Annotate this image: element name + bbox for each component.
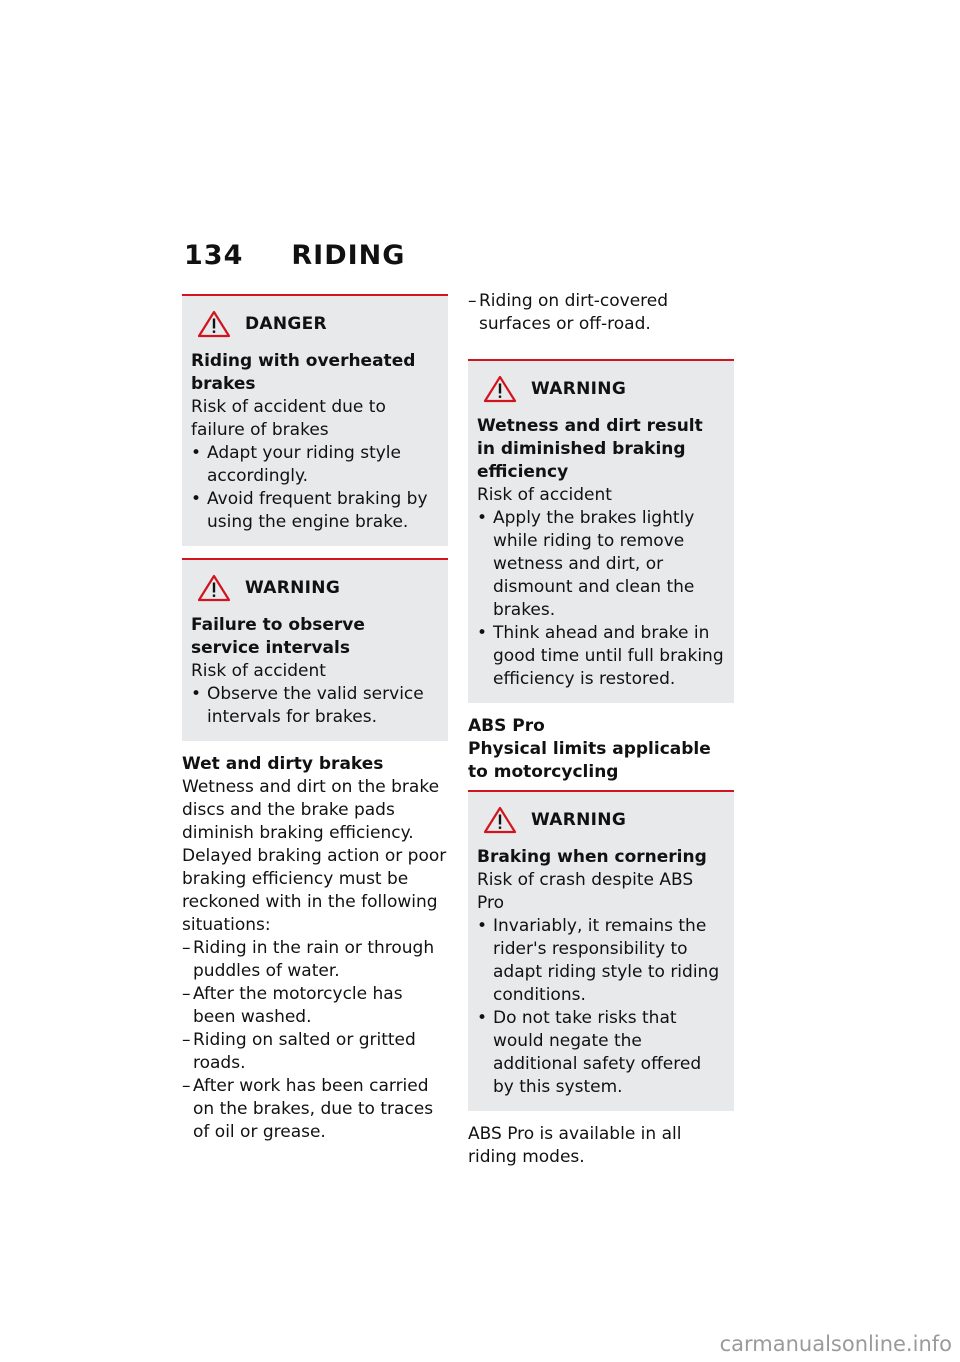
warning-triangle-icon bbox=[483, 375, 517, 403]
warning-box-wetness bbox=[468, 359, 734, 703]
warning-box-cornering bbox=[468, 790, 734, 1111]
page-number: 134 bbox=[184, 240, 244, 271]
warning-title: Wetness and dirt result in diminished braking efficiency bbox=[477, 416, 703, 482]
warning-label: WARNING bbox=[531, 809, 627, 830]
warning-box-header bbox=[477, 806, 725, 834]
danger-box bbox=[182, 294, 448, 546]
danger-title: Riding with overheated brakes bbox=[191, 351, 416, 394]
list-item: – After the motorcycle has been washed. bbox=[182, 983, 448, 1029]
left-column bbox=[182, 294, 448, 1144]
situations-list bbox=[182, 937, 448, 1144]
warning-triangle-icon bbox=[197, 310, 231, 338]
warning-triangle-icon bbox=[197, 574, 231, 602]
watermark: carmanualsonline.info bbox=[719, 1332, 952, 1356]
abs-availability-paragraph: ABS Pro is available in all riding modes. bbox=[468, 1124, 682, 1167]
warning-label: WARNING bbox=[531, 378, 627, 399]
physical-limits-heading: Physical limits applicable to motorcycling bbox=[468, 739, 711, 782]
list-item: – Riding on salted or gritted roads. bbox=[182, 1029, 448, 1075]
delayed-braking-paragraph: Delayed braking action or poor braking efficiency must be reckoned with in the following situations: bbox=[182, 846, 447, 935]
wet-dirty-paragraph: Wetness and dirt on the brake discs and the brake pads diminish braking efficiency. bbox=[182, 777, 440, 843]
bullet-item: • Avoid frequent braking by using the engine brake. bbox=[191, 488, 439, 534]
wet-dirty-brakes-heading: Wet and dirty brakes bbox=[182, 754, 384, 774]
warning-label: WARNING bbox=[245, 577, 341, 598]
list-item: – Riding in the rain or through puddles of water. bbox=[182, 937, 448, 983]
warning-title: Braking when cornering bbox=[477, 847, 707, 867]
warning-box-service bbox=[182, 558, 448, 741]
warning-bullets bbox=[191, 683, 439, 729]
warning-title: Failure to observe service intervals bbox=[191, 615, 365, 658]
danger-bullets bbox=[191, 442, 439, 534]
page-header bbox=[184, 240, 405, 271]
danger-box-header bbox=[191, 310, 439, 338]
section-title: RIDING bbox=[291, 240, 406, 271]
warning-box-header bbox=[477, 375, 725, 403]
warning-text: Risk of crash despite ABS Pro bbox=[477, 870, 694, 913]
bullet-item: • Invariably, it remains the rider's responsibility to adapt riding style to riding conditions. bbox=[477, 915, 725, 1007]
list-item: – Riding on dirt-covered surfaces or off-road. bbox=[468, 290, 734, 336]
situations-list-continued bbox=[468, 290, 734, 336]
bullet-item: • Do not take risks that would negate the additional safety offered by this system. bbox=[477, 1007, 725, 1099]
abs-pro-heading: ABS Pro bbox=[468, 716, 545, 736]
right-column bbox=[468, 290, 734, 1169]
danger-label: DANGER bbox=[245, 313, 327, 334]
danger-text: Risk of accident due to failure of brakes bbox=[191, 397, 386, 440]
warning-text: Risk of accident bbox=[191, 661, 326, 681]
warning-triangle-icon bbox=[483, 806, 517, 834]
bullet-item: • Observe the valid service intervals for brakes. bbox=[191, 683, 439, 729]
warning-text: Risk of accident bbox=[477, 485, 612, 505]
warning-bullets bbox=[477, 915, 725, 1099]
warning-bullets bbox=[477, 507, 725, 691]
bullet-item: • Think ahead and brake in good time until full braking efficiency is restored. bbox=[477, 622, 725, 691]
bullet-item: • Adapt your riding style accordingly. bbox=[191, 442, 439, 488]
bullet-item: • Apply the brakes lightly while riding to remove wetness and dirt, or dismount and clean the brakes. bbox=[477, 507, 725, 622]
list-item: – After work has been carried on the brakes, due to traces of oil or grease. bbox=[182, 1075, 448, 1144]
warning-box-header bbox=[191, 574, 439, 602]
